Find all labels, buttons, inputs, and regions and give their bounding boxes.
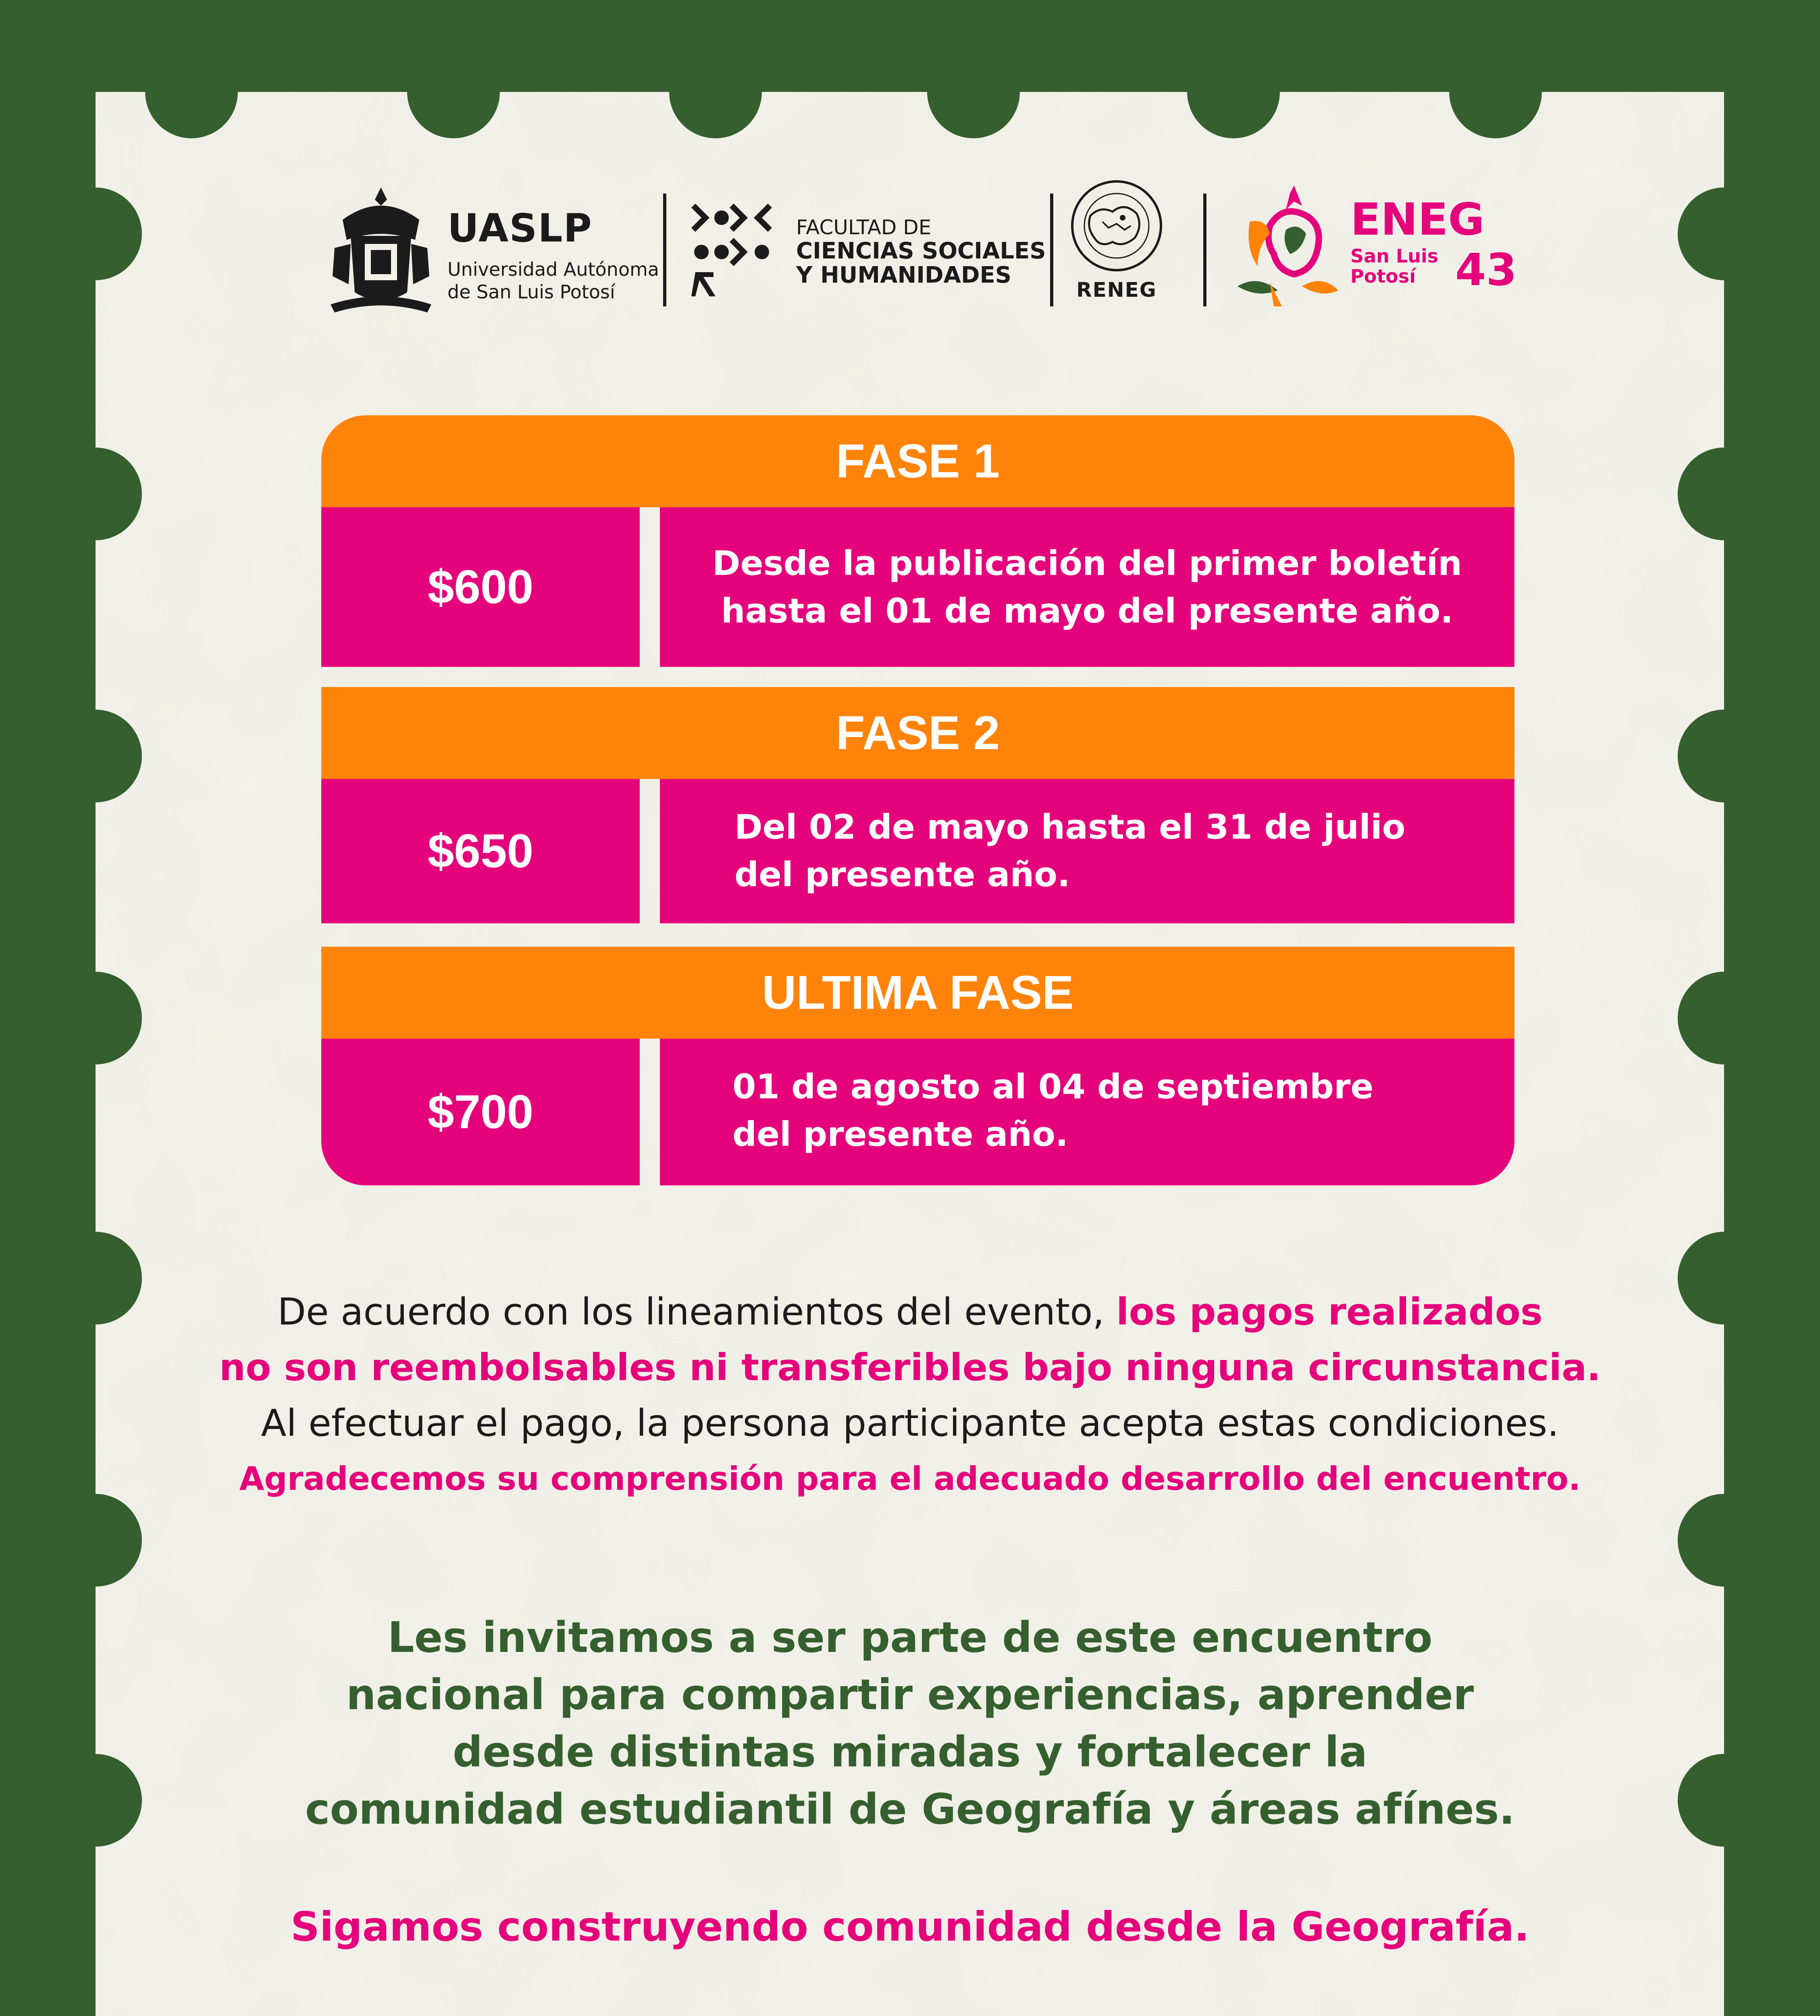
faculty-line1: FACULTAD DE — [796, 216, 932, 239]
faculty-logo — [691, 177, 1054, 323]
eneg-city-line2: Potosí — [1350, 265, 1416, 287]
refund-policy — [0, 1284, 1820, 1507]
phase-price: $600 — [321, 507, 640, 667]
phase-description — [660, 1039, 1514, 1185]
policy-line — [0, 1284, 1820, 1340]
logo-bar — [0, 177, 1820, 323]
phase-row — [321, 779, 1514, 923]
stamp-perforation — [927, 46, 1020, 138]
stamp-perforation — [1678, 1494, 1770, 1587]
phase-description-line: Desde la publicación del primer boletín — [712, 544, 1462, 583]
reneg-logo — [1056, 177, 1177, 323]
invitation — [0, 1609, 1820, 1838]
stamp-perforation — [1678, 710, 1770, 802]
eneg-title: ENEG — [1350, 194, 1485, 245]
phase-description — [660, 779, 1514, 923]
policy-text: Al efectuar el pago, la persona participante acepta estas condiciones. — [261, 1402, 1559, 1445]
eneg-mark-icon — [1233, 177, 1346, 314]
invitation-line: Les invitamos a ser parte de este encuentro — [387, 1613, 1433, 1662]
uaslp-crest-icon — [327, 183, 435, 317]
phase-title: FASE 1 — [836, 435, 1000, 488]
invitation-line: nacional para compartir experiencias, aprender — [346, 1670, 1474, 1719]
logo-separator — [663, 194, 666, 306]
phase-title: ULTIMA FASE — [762, 966, 1074, 1019]
reneg-globe-icon — [1056, 177, 1177, 278]
invitation-line: desde distintas miradas y fortalecer la — [452, 1727, 1368, 1776]
reneg-label: RENEG — [1076, 278, 1157, 302]
faculty-line2: CIENCIAS SOCIALES — [796, 238, 1046, 264]
policy-thanks: Agradecemos su comprensión para el adecuado desarrollo del encuentro. — [239, 1460, 1581, 1497]
closing-slogan: Sigamos construyendo comunidad desde la Geografía. — [290, 1903, 1530, 1950]
stamp-perforation — [49, 1494, 142, 1587]
uaslp-subtitle-line1: Universidad Autónoma — [447, 258, 659, 280]
stamp-perforation — [1678, 448, 1770, 540]
stamp-perforation — [49, 710, 142, 802]
phase-row — [321, 507, 1514, 667]
uaslp-title: UASLP — [447, 206, 593, 251]
eneg-city — [1350, 246, 1438, 286]
eneg-number: 43 — [1455, 244, 1517, 296]
phase-price: $650 — [321, 779, 640, 923]
uaslp-subtitle — [447, 258, 659, 303]
stamp-perforation — [669, 46, 762, 138]
stamp-perforation — [1678, 972, 1770, 1064]
phase-description-line: del presente año. — [734, 855, 1070, 894]
policy-highlight: no son reembolsables ni transferibles bajo ninguna circunstancia. — [219, 1346, 1601, 1389]
phase-description-line: hasta el 01 de mayo del presente año. — [721, 591, 1454, 631]
phase-description-line: 01 de agosto al 04 de septiembre — [732, 1067, 1374, 1106]
phase-description — [660, 507, 1514, 667]
phase-row — [321, 1039, 1514, 1185]
uaslp-logo — [327, 177, 659, 323]
phase-header — [321, 687, 1514, 779]
logo-separator — [1203, 194, 1206, 306]
stamp-perforation — [145, 46, 238, 138]
phase-header — [321, 947, 1514, 1039]
logo-separator — [1050, 194, 1053, 306]
eneg-logo — [1233, 177, 1516, 323]
phase-header — [321, 415, 1514, 507]
phase-title: FASE 2 — [836, 706, 1000, 760]
invitation-line: comunidad estudiantil de Geografía y áreas afínes. — [305, 1785, 1515, 1834]
stamp-perforation — [49, 972, 142, 1064]
faculty-line3: Y HUMANIDADES — [796, 262, 1012, 288]
eneg-city-line1: San Luis — [1350, 245, 1439, 267]
phase-price: $700 — [321, 1039, 640, 1185]
faculty-symbol-icon — [691, 200, 784, 300]
policy-text: De acuerdo con los lineamientos del evento, — [277, 1290, 1117, 1333]
stamp-perforation — [1187, 46, 1280, 138]
policy-highlight: los pagos realizados — [1116, 1290, 1543, 1333]
stamp-perforation — [407, 46, 500, 138]
uaslp-subtitle-line2: de San Luis Potosí — [447, 281, 615, 303]
phase-description-line: del presente año. — [732, 1114, 1068, 1154]
phase-description-line: Del 02 de mayo hasta el 31 de julio — [734, 807, 1406, 847]
stamp-perforation — [1449, 46, 1542, 138]
stamp-perforation — [49, 448, 142, 540]
